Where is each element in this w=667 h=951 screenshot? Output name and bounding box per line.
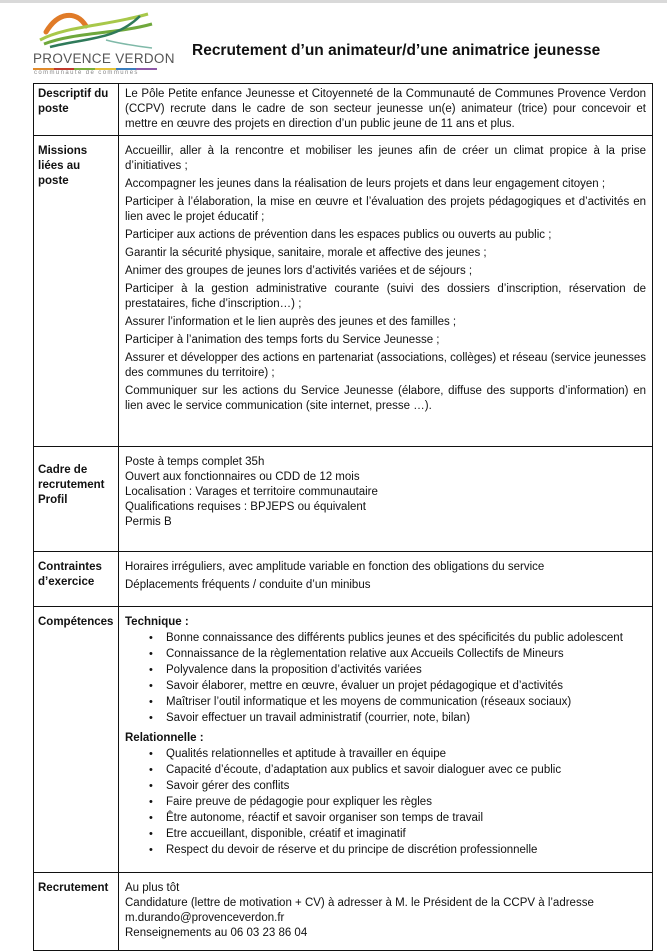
label-descriptif: Descriptif du poste xyxy=(34,84,119,136)
logo-name: PROVENCE VERDON xyxy=(33,51,175,66)
label-recrutement: Recrutement xyxy=(34,873,119,951)
cadre-line: Permis B xyxy=(125,516,172,528)
row-recrutement xyxy=(34,873,653,951)
technique-item: • Polyvalence dans la proposition d’activités variées xyxy=(166,662,646,678)
row-descriptif xyxy=(34,84,653,136)
technique-heading: Technique : xyxy=(125,616,189,628)
relationnelle-item: • Respect du devoir de réserve et du principe de discrétion professionnelle xyxy=(166,842,646,858)
technique-item: • Maîtriser l’outil informatique et les moyens de communication (réseaux sociaux) xyxy=(166,694,646,710)
recrutement-line: Au plus tôt xyxy=(125,882,180,894)
cadre-line: Poste à temps complet 35h xyxy=(125,456,265,468)
relationnelle-item: • Capacité d’écoute, d’adaptation aux publics et savoir dialoguer avec ce public xyxy=(166,762,646,778)
relationnelle-item: • Savoir gérer des conflits xyxy=(166,778,646,794)
technique-list xyxy=(125,630,646,726)
cadre-line: Qualifications requises : BPJEPS ou équivalent xyxy=(125,501,366,513)
logo-subtitle: communauté de communes xyxy=(34,70,139,76)
relationnelle-list xyxy=(125,746,646,858)
top-edge-bar xyxy=(0,0,667,3)
label-contraintes: Contraintes d’exercice xyxy=(34,552,119,607)
job-description-table xyxy=(33,83,653,951)
row-cadre xyxy=(34,447,653,552)
row-missions xyxy=(34,136,653,447)
label-competences: Compétences xyxy=(34,607,119,873)
technique-item: • Savoir élaborer, mettre en œuvre, évaluer un projet pédagogique et d’activités xyxy=(166,678,646,694)
cadre-line: Localisation : Varages et territoire communautaire xyxy=(125,486,378,498)
landscape-arc-icon xyxy=(36,10,156,50)
mission-item: Accompagner les jeunes dans la réalisation de leurs projets et dans leur engagement citoyen ; xyxy=(125,178,606,190)
recrutement-lines xyxy=(119,873,653,951)
recrutement-line: Candidature (lettre de motivation + CV) à adresser à M. le Président de la CCPV à l’adresse xyxy=(125,897,594,909)
relationnelle-item: • Qualités relationnelles et aptitude à travailler en équipe xyxy=(166,746,646,762)
missions-list xyxy=(119,136,653,447)
provence-verdon-logo xyxy=(30,10,175,76)
technique-item: • Connaissance de la règlementation relative aux Accueils Collectifs de Mineurs xyxy=(166,646,646,662)
mission-item: Participer à la gestion administrative courante (suivi des dossiers d’inscription, réservation de prestataires, fiche d’inscription…) ; xyxy=(125,283,646,310)
page-title: Recrutement d’un animateur/d’une animatrice jeunesse xyxy=(192,42,601,59)
descriptif-text: Le Pôle Petite enfance Jeunesse et Citoyenneté de la Communauté de Communes Provence Verdon (CCPV) recrute dans le cadre de son secteur jeunesse un(e) animateur (trice) pour concevoir et mettre en œuvre des projets en direction d’un public jeune de 11 ans et plus. xyxy=(119,84,653,136)
cadre-lines xyxy=(119,447,653,552)
technique-item: • Bonne connaissance des différents publics jeunes et des spécificités du public adolescent xyxy=(166,630,646,646)
relationnelle-item: • Être autonome, réactif et savoir organiser son temps de travail xyxy=(166,810,646,826)
recrutement-phone: Renseignements au 06 03 23 86 04 xyxy=(125,927,308,939)
label-cadre: Cadre de recrutement Profil xyxy=(34,447,119,552)
technique-item: • Savoir effectuer un travail administratif (courrier, note, bilan) xyxy=(166,710,646,726)
mission-item: Accueillir, aller à la rencontre et mobiliser les jeunes afin de créer un climat propice à la prise d’initiatives ; xyxy=(125,145,646,172)
contrainte-line: Déplacements fréquents / conduite d’un minibus xyxy=(125,579,371,591)
mission-item: Animer des groupes de jeunes lors d’activités variées et de séjours ; xyxy=(125,265,473,277)
contrainte-line: Horaires irréguliers, avec amplitude variable en fonction des obligations du service xyxy=(125,561,545,573)
mission-item: Participer à l’animation des temps forts du Service Jeunesse ; xyxy=(125,334,440,346)
mission-item: Participer aux actions de prévention dans les espaces publics ou ouverts au public ; xyxy=(125,229,552,241)
mission-item: Assurer l’information et le lien auprès des jeunes et des familles ; xyxy=(125,316,457,328)
mission-item: Assurer et développer des actions en partenariat (associations, collèges) et réseau (service jeunesses des communes du territoire) ; xyxy=(125,352,646,379)
row-contraintes xyxy=(34,552,653,607)
competences-content xyxy=(119,607,653,873)
contraintes-lines xyxy=(119,552,653,607)
recrutement-email[interactable]: m.durando@provenceverdon.fr xyxy=(125,912,285,924)
label-missions: Missions liées au poste xyxy=(34,136,119,447)
row-competences xyxy=(34,607,653,873)
mission-item: Participer à l’élaboration, la mise en œuvre et l’évaluation des projets pédagogiques et d’activités en lien avec le projet éducatif ; xyxy=(125,196,646,223)
cadre-line: Ouvert aux fonctionnaires ou CDD de 12 mois xyxy=(125,471,360,483)
relationnelle-item: • Faire preuve de pédagogie pour expliquer les règles xyxy=(166,794,646,810)
relationnelle-heading: Relationnelle : xyxy=(125,732,204,744)
relationnelle-item: • Etre accueillant, disponible, créatif et imaginatif xyxy=(166,826,646,842)
mission-item: Communiquer sur les actions du Service Jeunesse (élabore, diffuse des supports d’information) en lien avec le service communication (site internet, presse …). xyxy=(125,385,646,412)
mission-item: Garantir la sécurité physique, sanitaire, morale et affective des jeunes ; xyxy=(125,247,487,259)
